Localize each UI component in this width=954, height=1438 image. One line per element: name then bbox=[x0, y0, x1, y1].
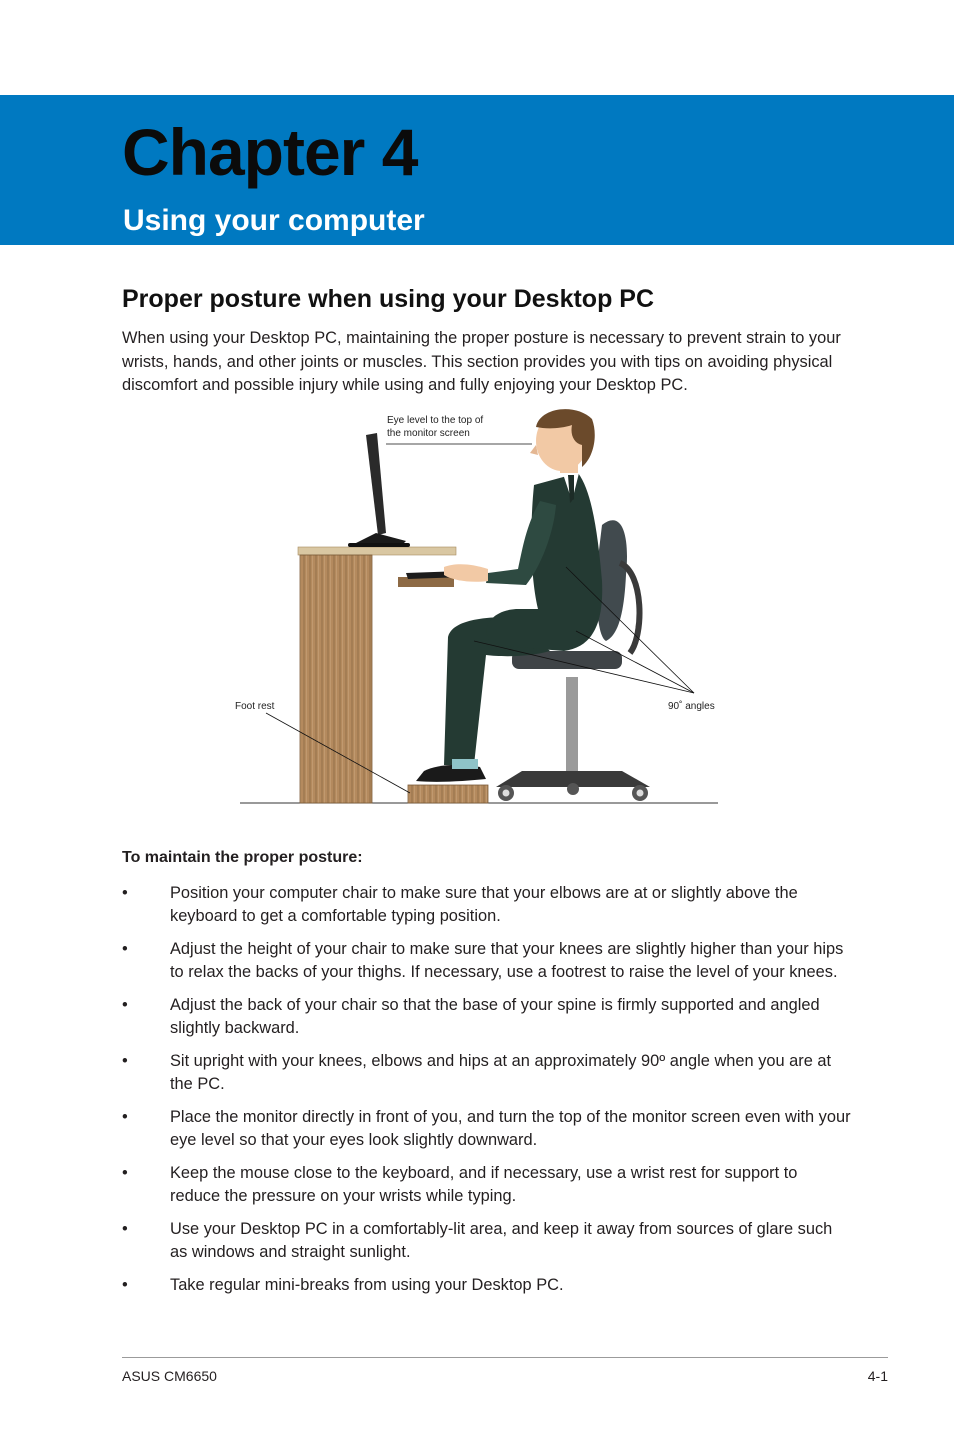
posture-illustration bbox=[230, 405, 730, 815]
list-item-text: Adjust the back of your chair so that the base of your spine is firmly supported and angled slightly backward. bbox=[170, 996, 820, 1037]
list-item-text: Position your computer chair to make sure that your elbows are at or slightly above the keyboard to get a comfortable typing position. bbox=[170, 884, 798, 925]
desk bbox=[298, 547, 456, 803]
chapter-title: Chapter 4 bbox=[122, 115, 418, 189]
list-item bbox=[122, 1274, 852, 1297]
list-item bbox=[122, 994, 852, 1040]
label-eye-level: Eye level to the top of bbox=[387, 415, 484, 426]
list-item bbox=[122, 1050, 852, 1096]
page-number: 4-1 bbox=[867, 1368, 888, 1384]
bullet-icon: • bbox=[122, 1276, 128, 1294]
tips-list bbox=[122, 882, 852, 1307]
footer-product: ASUS CM6650 bbox=[122, 1368, 217, 1384]
list-item-text: Sit upright with your knees, elbows and hips at an approximately 90º angle when you are at the PC. bbox=[170, 1052, 832, 1093]
list-item-text: Take regular mini-breaks from using your Desktop PC. bbox=[170, 1276, 564, 1294]
bullet-icon: • bbox=[122, 884, 128, 902]
footrest bbox=[408, 785, 488, 803]
list-item bbox=[122, 1218, 852, 1264]
list-item-text: Adjust the height of your chair to make sure that your knees are slightly higher than your hips to relax the backs of your thighs. If necessary, use a footrest to raise the level of your knees. bbox=[170, 940, 844, 981]
list-item bbox=[122, 938, 852, 984]
list-item-text: Keep the mouse close to the keyboard, and if necessary, use a wrist rest for support to reduce the pressure on your wrists while typing. bbox=[170, 1164, 798, 1205]
footer-divider bbox=[122, 1357, 888, 1358]
list-item bbox=[122, 882, 852, 928]
list-item bbox=[122, 1162, 852, 1208]
bullet-icon: • bbox=[122, 940, 128, 958]
list-item bbox=[122, 1106, 852, 1152]
monitor bbox=[348, 433, 410, 547]
bullet-icon: • bbox=[122, 1108, 128, 1126]
label-foot-rest: Foot rest bbox=[235, 701, 275, 712]
bullet-icon: • bbox=[122, 1164, 128, 1182]
intro-paragraph: When using your Desktop PC, maintaining the proper posture is necessary to prevent strain to your wrists, hands, and other joints or muscles. This section provides you with tips on avoiding physical discomfort and possible injury while using and fully enjoying your Desktop PC. bbox=[122, 329, 841, 394]
label-eye-level-line2: the monitor screen bbox=[387, 428, 470, 439]
bullet-icon: • bbox=[122, 996, 128, 1014]
list-item-text: Place the monitor directly in front of you, and turn the top of the monitor screen even with your eye level so that your eyes look slightly downward. bbox=[170, 1108, 851, 1149]
bullet-icon: • bbox=[122, 1220, 128, 1238]
list-item-text: Use your Desktop PC in a comfortably-lit area, and keep it away from sources of glare such as windows and straight sunlight. bbox=[170, 1220, 833, 1261]
section-heading: Proper posture when using your Desktop PC bbox=[122, 285, 655, 313]
label-angles: 90˚ angles bbox=[668, 701, 715, 712]
tips-heading: To maintain the proper posture: bbox=[122, 849, 363, 866]
chapter-subtitle: Using your computer bbox=[123, 204, 425, 237]
bullet-icon: • bbox=[122, 1052, 128, 1070]
